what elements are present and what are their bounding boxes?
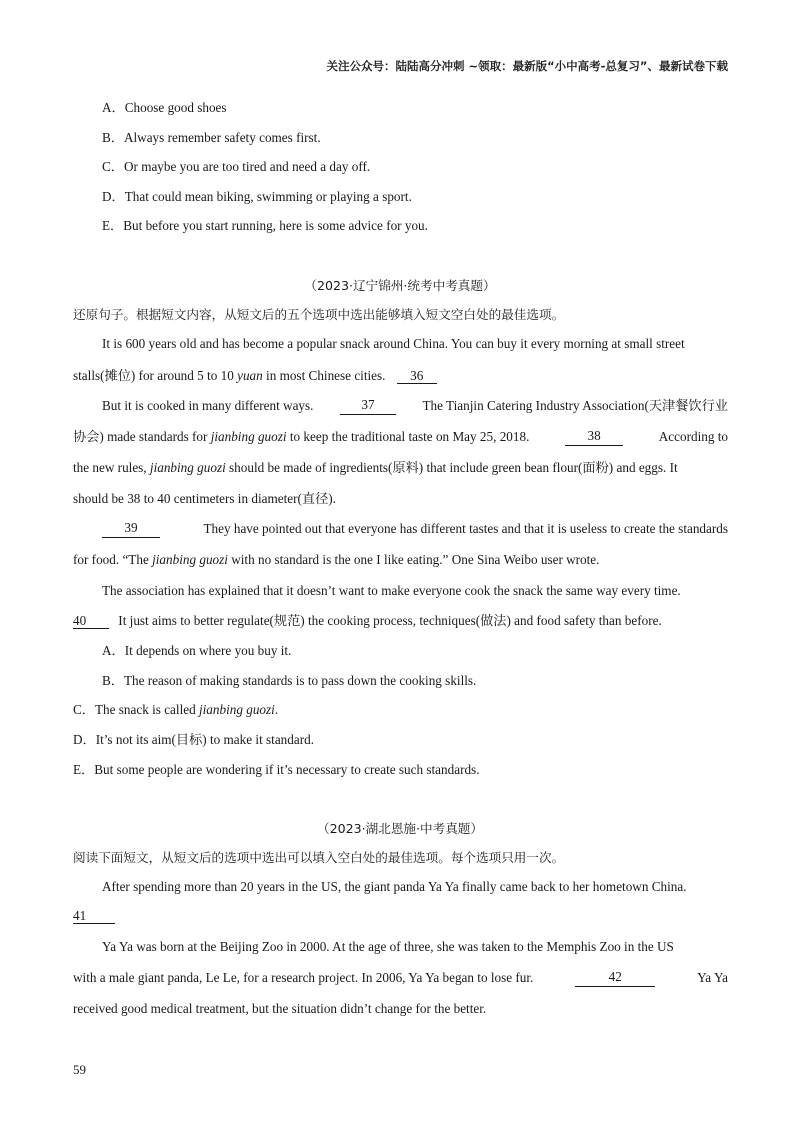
paragraph-line: 协会) made standards for jianbing guozi to keep the traditional taste on May 25, 2018. 38 According to <box>73 428 728 444</box>
option-a: A．It depends on where you buy it. <box>102 643 292 658</box>
paragraph-line <box>73 907 115 925</box>
section-instruction: 还原句子。根据短文内容，从短文后的五个选项中选出能够填入短文空白处的最佳选项。 <box>73 307 565 322</box>
option-d: D．It’s not its aim(目标) to make it standard. <box>73 732 314 747</box>
section-instruction: 阅读下面短文，从短文后的选项中选出可以填入空白处的最佳选项。每个选项只用一次。 <box>73 850 565 865</box>
paragraph-line: the new rules, jianbing guozi should be made of ingredients(原料) that include green bean flour(面粉) and eggs. It <box>73 460 678 475</box>
blank-40: 40 <box>73 613 109 629</box>
paragraph-line: But it is cooked in many different ways. 37 The Tianjin Catering Industry Association(天津餐饮行业 <box>102 397 728 413</box>
option-d: D．That could mean biking, swimming or playing a sport. <box>102 189 412 204</box>
option-e: E．But before you start running, here is some advice for you. <box>102 218 428 233</box>
page-header: 关注公众号：陆陆高分冲刺 ~领取：最新版“小中高考-总复习”、最新试卷下载 <box>326 59 728 73</box>
blank-37: 37 <box>340 397 396 415</box>
paragraph-line: 40 It just aims to better regulate(规范) the cooking process, techniques(做法) and food safety than before. <box>73 613 662 628</box>
paragraph-line: It is 600 years old and has become a popular snack around China. You can buy it every morning at small street <box>102 336 685 351</box>
paragraph-line: with a male giant panda, Le Le, for a research project. In 2006, Ya Ya began to lose fur. 42 Ya Ya <box>73 969 728 985</box>
paragraph-line: stalls(摊位) for around 5 to 10 yuan in most Chinese cities. 36 <box>73 367 437 385</box>
paragraph-line: should be 38 to 40 centimeters in diameter(直径). <box>73 491 336 506</box>
blank-42: 42 <box>575 969 655 987</box>
paragraph-line: Ya Ya was born at the Beijing Zoo in 2000. At the age of three, she was taken to the Memphis Zoo in the US <box>102 939 674 954</box>
option-b: B．Always remember safety comes first. <box>102 130 321 145</box>
blank-41: 41 <box>73 908 115 924</box>
page-number: 59 <box>73 1062 86 1077</box>
option-c: C．The snack is called jianbing guozi. <box>73 702 279 717</box>
section-source: （2023·辽宁锦州·统考中考真题） <box>304 278 496 293</box>
paragraph-line: for food. “The jianbing guozi with no standard is the one I like eating.” One Sina Weibo user wrote. <box>73 552 600 567</box>
option-a: A．Choose good shoes <box>102 100 227 115</box>
blank-39: 39 <box>102 520 160 538</box>
paragraph-line: After spending more than 20 years in the US, the giant panda Ya Ya finally came back to her hometown China. <box>102 879 687 894</box>
option-b: B．The reason of making standards is to pass down the cooking skills. <box>102 673 477 688</box>
option-c: C．Or maybe you are too tired and need a day off. <box>102 159 371 174</box>
blank-38: 38 <box>565 428 623 446</box>
paragraph-line: received good medical treatment, but the situation didn’t change for the better. <box>73 1001 487 1016</box>
blank-36: 36 <box>397 368 437 384</box>
section-source: （2023·湖北恩施·中考真题） <box>317 821 483 836</box>
paragraph-line: 39 They have pointed out that everyone has different tastes and that it is useless to create the standards <box>102 520 728 538</box>
option-e: E．But some people are wondering if it’s necessary to create such standards. <box>73 762 480 777</box>
paragraph-line: The association has explained that it doesn’t want to make everyone cook the snack the same way every time. <box>102 583 681 598</box>
